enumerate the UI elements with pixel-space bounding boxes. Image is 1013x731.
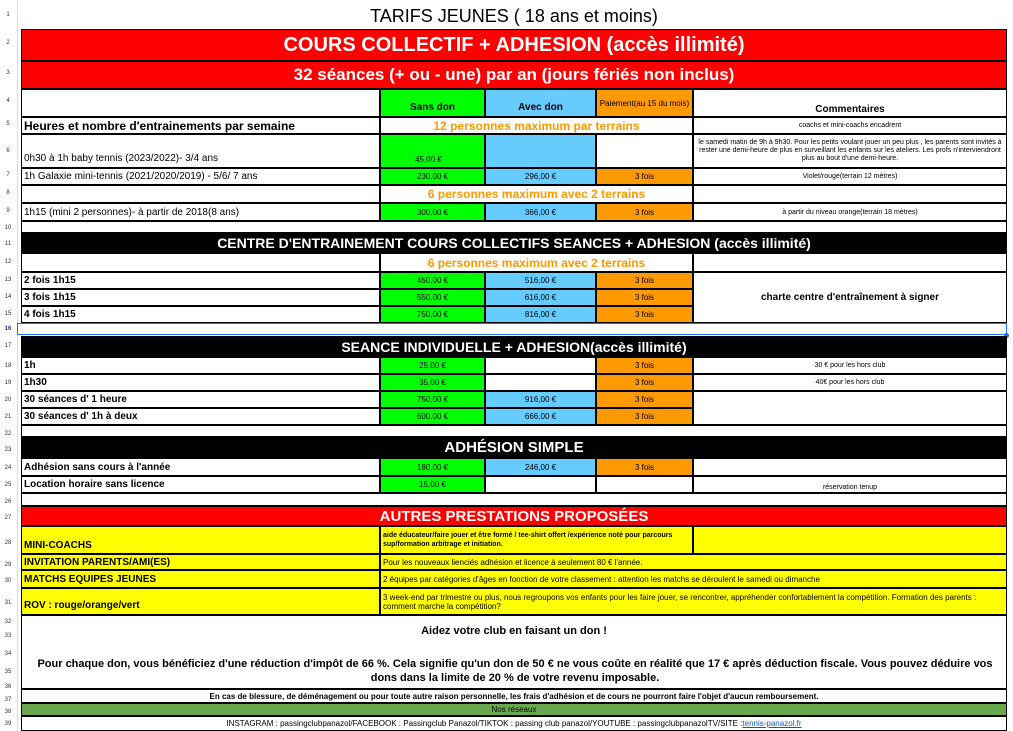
- empty-row[interactable]: [21, 425, 1007, 437]
- row-number[interactable]: 6: [6, 148, 10, 154]
- payment-cell[interactable]: 3 fois: [596, 272, 693, 289]
- row-number[interactable]: 17: [4, 343, 12, 349]
- payment-cell[interactable]: 3 fois: [596, 306, 693, 323]
- price-sans-don[interactable]: 600,00 €: [380, 408, 485, 425]
- section1-subtitle[interactable]: Heures et nombre d'entrainements par semaine: [21, 117, 380, 134]
- price-avec-don[interactable]: [485, 374, 596, 391]
- row-number[interactable]: 29: [4, 562, 12, 568]
- empty-cell[interactable]: [21, 185, 380, 203]
- row-number[interactable]: 5: [6, 121, 10, 127]
- row-number[interactable]: 36: [4, 684, 12, 690]
- price-avec-don[interactable]: 366,00 €: [485, 203, 596, 221]
- comment-cell[interactable]: [693, 391, 1007, 425]
- header-commentaires[interactable]: Commentaires: [693, 89, 1007, 117]
- row-number[interactable]: 32: [4, 619, 12, 625]
- price-avec-don[interactable]: 916,00 €: [485, 391, 596, 408]
- row-number[interactable]: 30: [4, 578, 12, 584]
- section5-title[interactable]: AUTRES PRESTATIONS PROPOSÉES: [21, 506, 1007, 526]
- comment-cell[interactable]: le samedi matin de 9h à 9h30. Pour les petits voulant jouer un peu plus , les parents sont invités à rester une demi-heure de plus en surveillant les enfants sur les ateliers. Les profs n'interviendront plus au bout d'une demi-heure.: [693, 134, 1007, 168]
- row-number[interactable]: 2: [6, 40, 10, 46]
- price-sans-don[interactable]: 450,00 €: [380, 272, 485, 289]
- header-sans-don[interactable]: Sans don: [380, 89, 485, 117]
- service-description[interactable]: 2 équipes par catégories d'âges en fonction de votre classement : attention les matchs se déroulent le samedi ou dimanche: [380, 570, 1007, 588]
- payment-cell[interactable]: 3 fois: [596, 357, 693, 374]
- row-label[interactable]: 2 fois 1h15: [21, 272, 380, 289]
- row-number[interactable]: 37: [4, 697, 12, 703]
- comment-cell[interactable]: Violet/rouge(terrain 12 mètres): [693, 168, 1007, 185]
- service-description[interactable]: Pour les nouveaux lienciés adhésion et licence à seulement 80 € l'année.: [380, 554, 1007, 570]
- payment-cell[interactable]: [596, 476, 693, 493]
- page-title[interactable]: TARIFS JEUNES ( 18 ans et moins): [370, 5, 658, 26]
- row-number[interactable]: 24: [4, 465, 12, 471]
- price-sans-don[interactable]: 180,00 €: [380, 458, 485, 476]
- row-label[interactable]: 1h: [21, 357, 380, 374]
- empty-cell[interactable]: [21, 253, 380, 272]
- header-avec-don[interactable]: Avec don: [485, 89, 596, 117]
- row-number[interactable]: 33: [4, 633, 12, 639]
- row-number[interactable]: 9: [6, 208, 10, 214]
- row-label[interactable]: 1h Galaxie mini-tennis (2021/2020/2019) - 5/6/ 7 ans: [21, 168, 380, 185]
- row-label[interactable]: Location horaire sans licence: [21, 476, 380, 493]
- row-label[interactable]: 1h30: [21, 374, 380, 391]
- social-links-text: INSTAGRAM : passingclubpanazol/FACEBOOK : Passingclub Panazol/TIKTOK : passing club panazol/YOUTUBE : passingclubpanazolTV/SITE :: [226, 719, 743, 728]
- row-number[interactable]: 20: [4, 397, 12, 403]
- payment-cell[interactable]: 3 fois: [596, 458, 693, 476]
- comment-cell[interactable]: réservation tenup: [693, 476, 1007, 493]
- service-label[interactable]: MINI-COACHS: [21, 526, 380, 554]
- row-number[interactable]: 12: [4, 259, 12, 265]
- section1-max-note-2[interactable]: 6 personnes maximum avec 2 terrains: [380, 185, 693, 203]
- payment-cell[interactable]: 3 fois: [596, 408, 693, 425]
- row-number[interactable]: 1: [6, 12, 10, 18]
- row-header-column: [0, 0, 18, 731]
- row-label[interactable]: 3 fois 1h15: [21, 289, 380, 306]
- payment-cell[interactable]: 3 fois: [596, 374, 693, 391]
- row-number[interactable]: 28: [4, 540, 12, 546]
- row-number[interactable]: 4: [6, 98, 10, 104]
- price-avec-don[interactable]: 296,00 €: [485, 168, 596, 185]
- blessure-note[interactable]: En cas de blessure, de déménagement ou pour toute autre raison personnelle, les frais d'adhésion et de cours ne pourront faire l'objet d'aucun remboursement.: [21, 689, 1007, 703]
- header-paiement[interactable]: Paiement(au 15 du mois): [596, 89, 693, 117]
- price-sans-don[interactable]: 750,00 €: [380, 391, 485, 408]
- price-sans-don[interactable]: 550,00 €: [380, 289, 485, 306]
- row-number-selected[interactable]: 16: [4, 326, 12, 332]
- row-number[interactable]: 14: [4, 294, 12, 300]
- row-number[interactable]: 22: [4, 431, 12, 437]
- empty-cell[interactable]: [693, 253, 1007, 272]
- section1-comment-top[interactable]: coachs et mini-coachs encadrent: [693, 117, 1007, 134]
- banner-cours-collectif[interactable]: COURS COLLECTIF + ADHESION (accès illimité): [21, 29, 1007, 61]
- row-number[interactable]: 15: [4, 311, 12, 317]
- row-number[interactable]: 7: [6, 172, 10, 178]
- payment-cell[interactable]: 3 fois: [596, 203, 693, 221]
- row-number[interactable]: 31: [4, 600, 12, 606]
- service-label[interactable]: MATCHS EQUIPES JEUNES: [21, 570, 380, 588]
- comment-cell[interactable]: 30 € pour les hors club: [693, 357, 1007, 374]
- service-label[interactable]: ROV : rouge/orange/vert: [21, 588, 380, 615]
- row-number[interactable]: 21: [4, 414, 12, 420]
- section4-title[interactable]: ADHÉSION SIMPLE: [21, 437, 1007, 458]
- price-avec-don[interactable]: 246,00 €: [485, 458, 596, 476]
- row-number[interactable]: 26: [4, 499, 12, 505]
- reseaux-banner[interactable]: Nos réseaux: [21, 703, 1007, 716]
- section2-comment[interactable]: charte centre d'entraînement à signer: [693, 272, 1007, 323]
- site-link[interactable]: tennis-panazol.fr: [742, 719, 802, 728]
- row-number[interactable]: 27: [4, 515, 12, 521]
- price-avec-don[interactable]: [485, 134, 596, 168]
- row-number[interactable]: 8: [6, 190, 10, 196]
- row-number[interactable]: 18: [4, 363, 12, 369]
- section3-title[interactable]: SEANCE INDIVIDUELLE + ADHESION(accès illimité): [21, 336, 1007, 357]
- comment-cell[interactable]: [693, 458, 1007, 476]
- banner-seances[interactable]: 32 séances (+ ou - une) par an (jours fériés non inclus): [21, 61, 1007, 89]
- section1-max-note[interactable]: 12 personnes maximum par terrains: [380, 117, 693, 134]
- price-sans-don[interactable]: 25,00 €: [380, 357, 485, 374]
- price-sans-don[interactable]: 45,00 €: [380, 134, 485, 168]
- section2-title[interactable]: CENTRE D'ENTRAINEMENT COURS COLLECTIFS SEANCES + ADHESION (accès illimité): [21, 233, 1007, 253]
- don-title: Aidez votre club en faisant un don !: [421, 625, 607, 637]
- service-description[interactable]: 3 week-end par trimestre ou plus, nous regroupons vos enfants pour les faire jouer, se rencontrer, appréhender confortablement la compétition. Formation des parents : comment marche la compétition?: [380, 588, 1007, 615]
- price-avec-don[interactable]: 516,00 €: [485, 272, 596, 289]
- row-number[interactable]: 19: [4, 380, 12, 386]
- price-avec-don[interactable]: [485, 357, 596, 374]
- price-avec-don[interactable]: 666,00 €: [485, 408, 596, 425]
- row-number[interactable]: 13: [4, 277, 12, 283]
- header-empty-cell[interactable]: [21, 89, 380, 117]
- section2-max-note[interactable]: 6 personnes maximum avec 2 terrains: [380, 253, 693, 272]
- price-sans-don[interactable]: 750,00 €: [380, 306, 485, 323]
- price-sans-don[interactable]: 300,00 €: [380, 203, 485, 221]
- empty-cell[interactable]: [693, 526, 1007, 554]
- row-label[interactable]: 1h15 (mini 2 personnes)- à partir de 2018(8 ans): [21, 203, 380, 221]
- comment-cell[interactable]: à partir du niveau orange(terrain 18 mètres): [693, 203, 1007, 221]
- row-label[interactable]: Adhésion sans cours à l'année: [21, 458, 380, 476]
- price-sans-don[interactable]: 35,00 €: [380, 374, 485, 391]
- row-label[interactable]: 0h30 à 1h baby tennis (2023/2022)- 3/4 ans: [21, 134, 380, 168]
- row-number[interactable]: 34: [4, 651, 12, 657]
- empty-row[interactable]: [21, 221, 1007, 233]
- payment-cell[interactable]: 3 fois: [596, 289, 693, 306]
- price-sans-don[interactable]: 15,00 €: [380, 476, 485, 493]
- payment-cell[interactable]: 3 fois: [596, 168, 693, 185]
- don-text: Pour chaque don, vous bénéficiez d'une réduction d'impôt de 66 %. Cela signifie qu'un don de 50 € ne vous coûte en réalité que 17 € après déduction fiscale. Vous pouvez déduire vos dons dans la limite de 20 % de votre revenu imposable.: [37, 658, 993, 684]
- price-avec-don[interactable]: 816,00 €: [485, 306, 596, 323]
- empty-row[interactable]: [21, 493, 1007, 506]
- row-number[interactable]: 10: [4, 225, 12, 231]
- service-description[interactable]: aide éducateur/faire jouer et être formé / tee-shirt offert /expérience noté pour parcours sup/formation arbitrage et initiation.: [380, 526, 693, 554]
- service-label[interactable]: INVITATION PARENTS/AMI(ES): [21, 554, 380, 570]
- price-sans-don[interactable]: 230,00 €: [380, 168, 485, 185]
- price-avec-don[interactable]: [485, 476, 596, 493]
- row-number[interactable]: 35: [4, 669, 12, 675]
- row-number[interactable]: 39: [4, 721, 12, 727]
- payment-cell[interactable]: [596, 134, 693, 168]
- row-number[interactable]: 3: [6, 70, 10, 76]
- payment-cell[interactable]: 3 fois: [596, 391, 693, 408]
- social-links-row[interactable]: [21, 716, 1007, 731]
- row-label[interactable]: 30 séances d' 1 heure: [21, 391, 380, 408]
- row-number[interactable]: 23: [4, 447, 12, 453]
- empty-cell[interactable]: [693, 185, 1007, 203]
- comment-cell[interactable]: 40€ pour les hors club: [693, 374, 1007, 391]
- row-number[interactable]: 25: [4, 482, 12, 488]
- selected-row-16[interactable]: [17, 323, 1007, 335]
- row-number[interactable]: 38: [4, 709, 12, 715]
- row-label[interactable]: 30 séances d' 1h à deux: [21, 408, 380, 425]
- row-label[interactable]: 4 fois 1h15: [21, 306, 380, 323]
- price-avec-don[interactable]: 616,00 €: [485, 289, 596, 306]
- row-number[interactable]: 11: [4, 241, 12, 247]
